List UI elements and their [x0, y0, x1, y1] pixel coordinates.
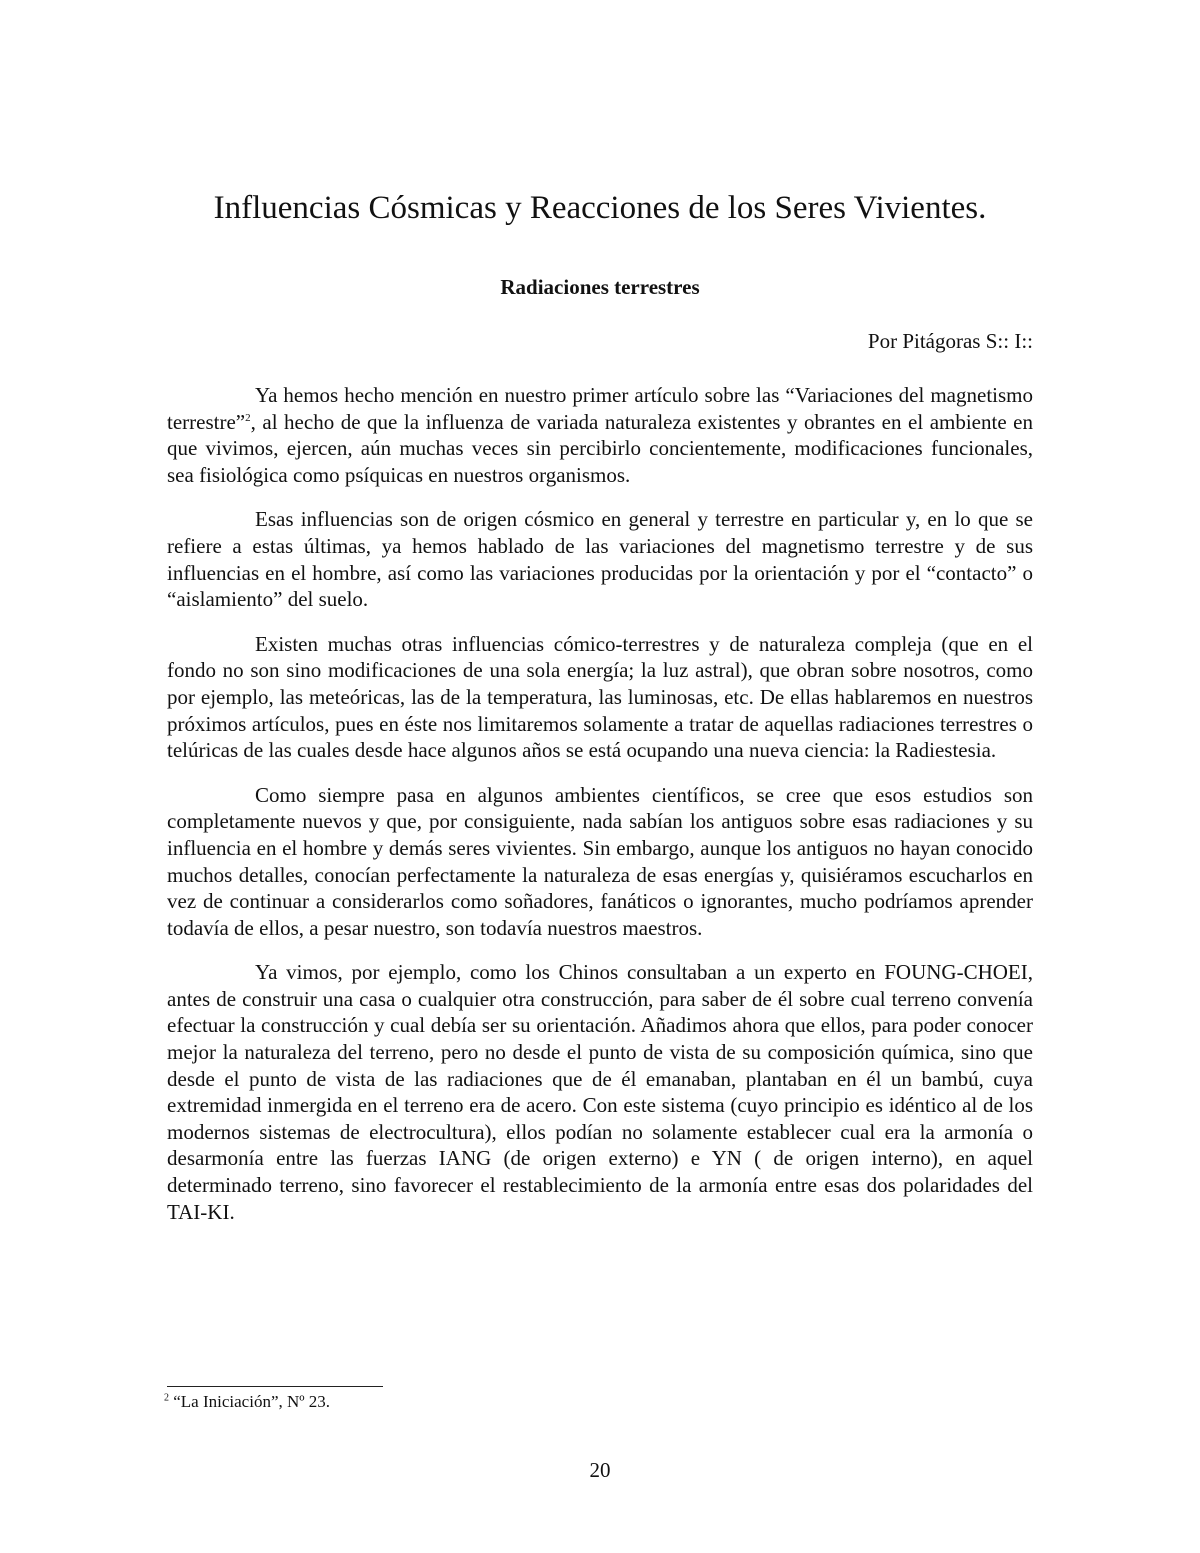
paragraph-5: Ya vimos, por ejemplo, como los Chinos consultaban a un experto en FOUNG-CHOEI, antes de construir una casa o cualquier otra construcción, para saber de él sobre cual terreno convenía efectuar la construcción y cual debía ser su orientación. Añadimos ahora que ellos, para poder conocer mejor la naturaleza del terreno, pero no desde el punto de vista de su composición química, sino que desde el punto de vista de las radiaciones que de él emanaban, plantaban en él un bambú, cuya extremidad inmergida en el terreno era de acero. Con este sistema (cuyo principio es idéntico al de los modernos sistemas de electrocultura), ellos podían no solamente establecer cual era la armonía o desarmonía entre las fuerzas IANG (de origen externo) e YN ( de origen interno), en aquel determinado terreno, sino favorecer el restablecimiento de la armonía entre esas dos polaridades del TAI-KI.	[167, 960, 1033, 1224]
article-body	[167, 382, 1033, 1243]
footnote-reference: 2	[245, 411, 251, 424]
document-title: Influencias Cósmicas y Reacciones de los Seres Vivientes.	[213, 190, 987, 226]
page-number: 20	[589, 1458, 611, 1482]
footnote-divider	[167, 1386, 383, 1387]
footnote	[164, 1391, 330, 1413]
paragraph-3: Existen muchas otras influencias cómico-terrestres y de naturaleza compleja (que en el fondo no son sino modificaciones de una sola energía; la luz astral), que obran sobre nosotros, como por ejemplo, las meteóricas, las de la temperatura, las luminosas, etc. De ellas hablaremos en nuestros próximos artículos, pues en éste nos limitaremos solamente a tratar de aquellas radiaciones terrestres o telúricas de las cuales desde hace algunos años se está ocupando una nueva ciencia: la Radiestesia.	[167, 631, 1033, 763]
footnote-text: “La Iniciación”, Nº 23.	[169, 1392, 331, 1411]
footnote-marker: 2	[164, 1392, 169, 1404]
paragraph-1-text-a: Ya hemos hecho mención en nuestro primer artículo sobre las “Variaciones del magnetismo terrestre”	[167, 383, 1033, 434]
paragraph-4: Como siempre pasa en algunos ambientes científicos, se cree que esos estudios son completamente nuevos y que, por consiguiente, nada sabían los antiguos sobre esas radiaciones y su influencia en el hombre y demás seres vivientes. Sin embargo, aunque los antiguos no hayan conocido muchos detalles, conocían perfectamente la naturaleza de esas energías y, quisiéramos escucharlos en vez de continuar a considerarlos como soñadores, fanáticos o ignorantes, mucho podríamos aprender todavía de ellos, a pesar nuestro, son todavía nuestros maestros.	[167, 782, 1033, 940]
paragraph-2: Esas influencias son de origen cósmico en general y terrestre en particular y, en lo que se refiere a estas últimas, ya hemos hablado de las variaciones del magnetismo terrestre y de sus influencias en el hombre, así como las variaciones producidas por la orientación y por el “contacto” o “aislamiento” del suelo.	[167, 507, 1033, 612]
section-subtitle: Radiaciones terrestres	[500, 275, 700, 299]
paragraph-1	[167, 382, 1033, 488]
paragraph-1-text-b: , al hecho de que la influenza de variada naturaleza existentes y obrantes en el ambiente en que vivimos, ejercen, aún muchas veces sin percibirlo concientemente, modificaciones funcionales, sea fisiológica como psíquicas en nuestros organismos.	[167, 409, 1033, 487]
author-line: Por Pitágoras S:: I::	[867, 329, 1033, 353]
